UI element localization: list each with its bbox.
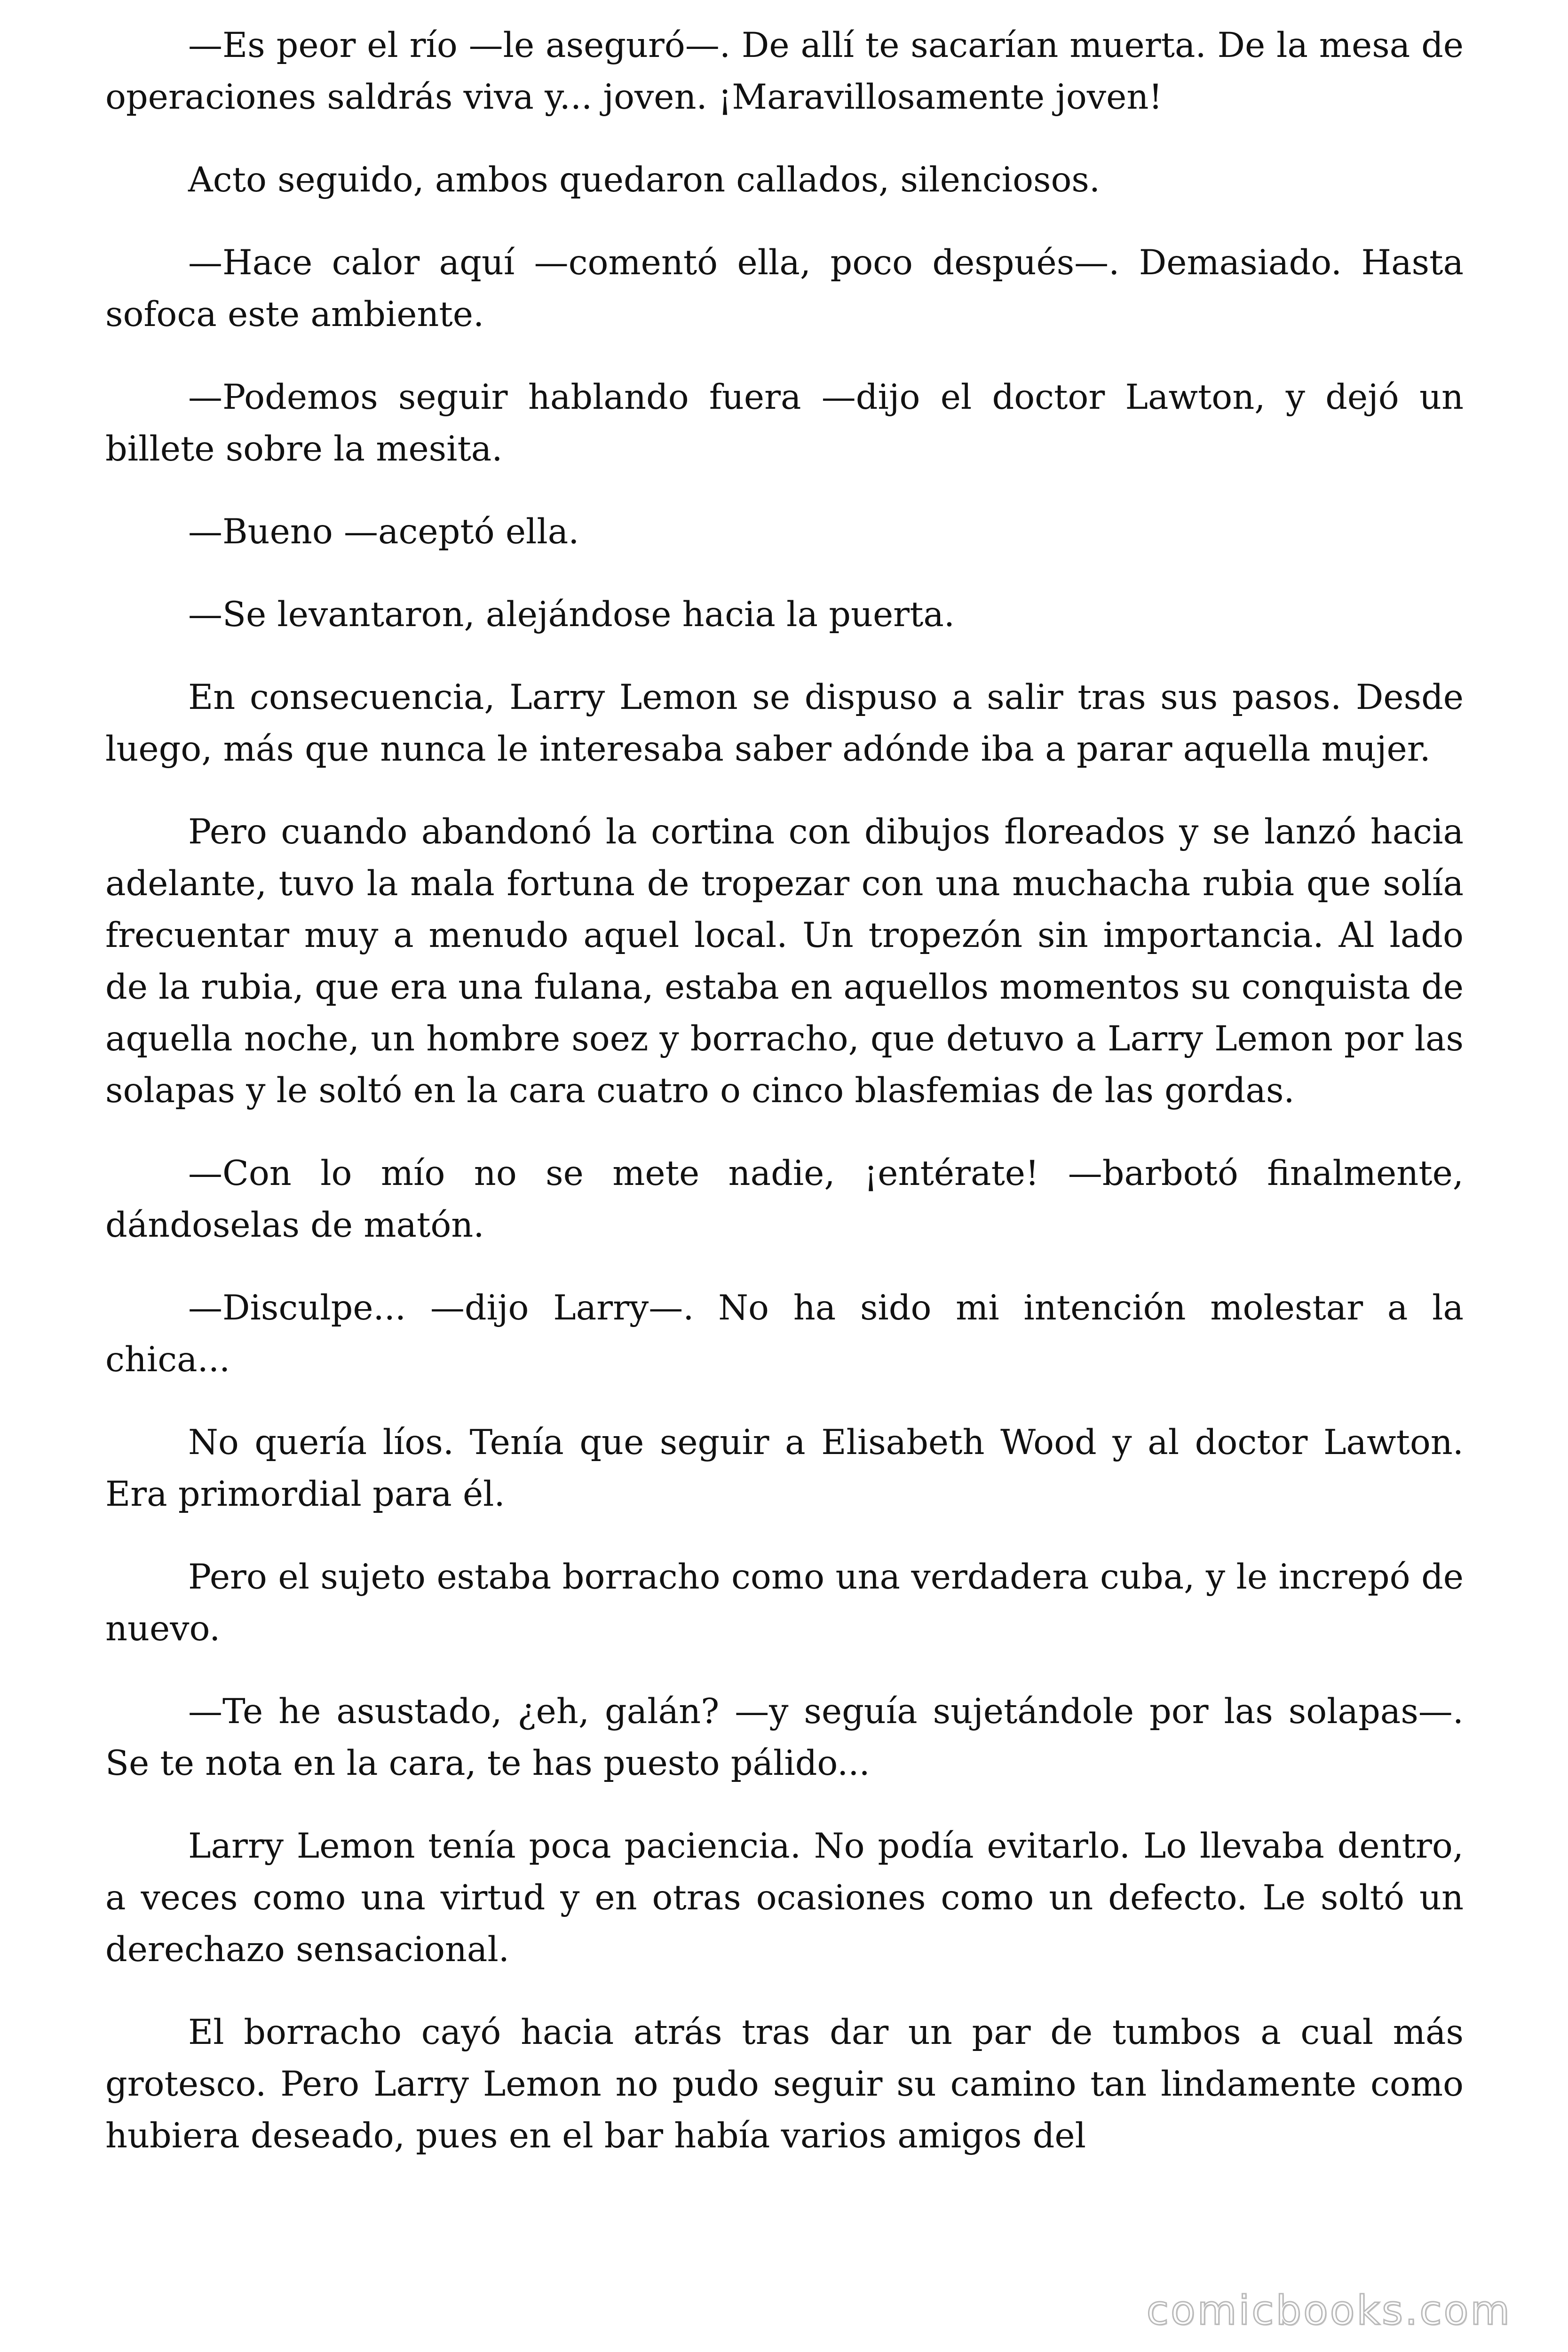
paragraph: —Con lo mío no se mete nadie, ¡entérate! —barbotó finalmente, dándoselas de matón. [105, 1153, 1464, 1245]
paragraph: —Se levantaron, alejándose hacia la puerta. [188, 595, 955, 635]
paragraph: En consecuencia, Larry Lemon se dispuso a salir tras sus pasos. Desde luego, más que nunca le interesaba saber adónde iba a parar aquella mujer. [105, 677, 1464, 769]
paragraph: —Hace calor aquí —comentó ella, poco después—. Demasiado. Hasta sofoca este ambiente. [105, 243, 1464, 334]
paragraph: Pero el sujeto estaba borracho como una verdadera cuba, y le increpó de nuevo. [105, 1557, 1464, 1649]
paragraph: —Disculpe... —dijo Larry—. No ha sido mi intención molestar a la chica... [105, 1288, 1464, 1380]
paragraph: —Te he asustado, ¿eh, galán? —y seguía sujetándole por las solapas—. Se te nota en la cara, te has puesto pálido... [105, 1692, 1464, 1783]
page-text [105, 20, 1464, 2193]
paragraph: El borracho cayó hacia atrás tras dar un par de tumbos a cual más grotesco. Pero Larry Lemon no pudo seguir su camino tan lindamente como hubiera deseado, pues en el bar había varios amigos del [105, 2012, 1464, 2156]
watermark: comicbooks.com [1146, 2287, 1512, 2334]
paragraph: Pero cuando abandonó la cortina con dibujos floreados y se lanzó hacia adelante, tuvo la mala fortuna de tropezar con una muchacha rubia que solía frecuentar muy a menudo aquel local. Un tropezón sin importancia. Al lado de la rubia, que era una fulana, estaba en aquellos momentos su conquista de aquella noche, un hombre soez y borracho, que detuvo a Larry Lemon por las solapas y le soltó en la cara cuatro o cinco blasfemias de las gordas. [105, 812, 1464, 1111]
paragraph: Larry Lemon tenía poca paciencia. No podía evitarlo. Lo llevaba dentro, a veces como una virtud y en otras ocasiones como un defecto. Le soltó un derechazo sensacional. [105, 1826, 1464, 1970]
paragraph: —Bueno —aceptó ella. [188, 512, 579, 552]
paragraph: No quería líos. Tenía que seguir a Elisabeth Wood y al doctor Lawton. Era primordial para él. [105, 1422, 1464, 1514]
paragraph: —Es peor el río —le aseguró—. De allí te sacarían muerta. De la mesa de operaciones saldrás viva y... joven. ¡Maravillosamente joven! [105, 25, 1464, 117]
paragraph: Acto seguido, ambos quedaron callados, silenciosos. [188, 160, 1101, 200]
paragraph: —Podemos seguir hablando fuera —dijo el doctor Lawton, y dejó un billete sobre la mesita. [105, 377, 1464, 469]
